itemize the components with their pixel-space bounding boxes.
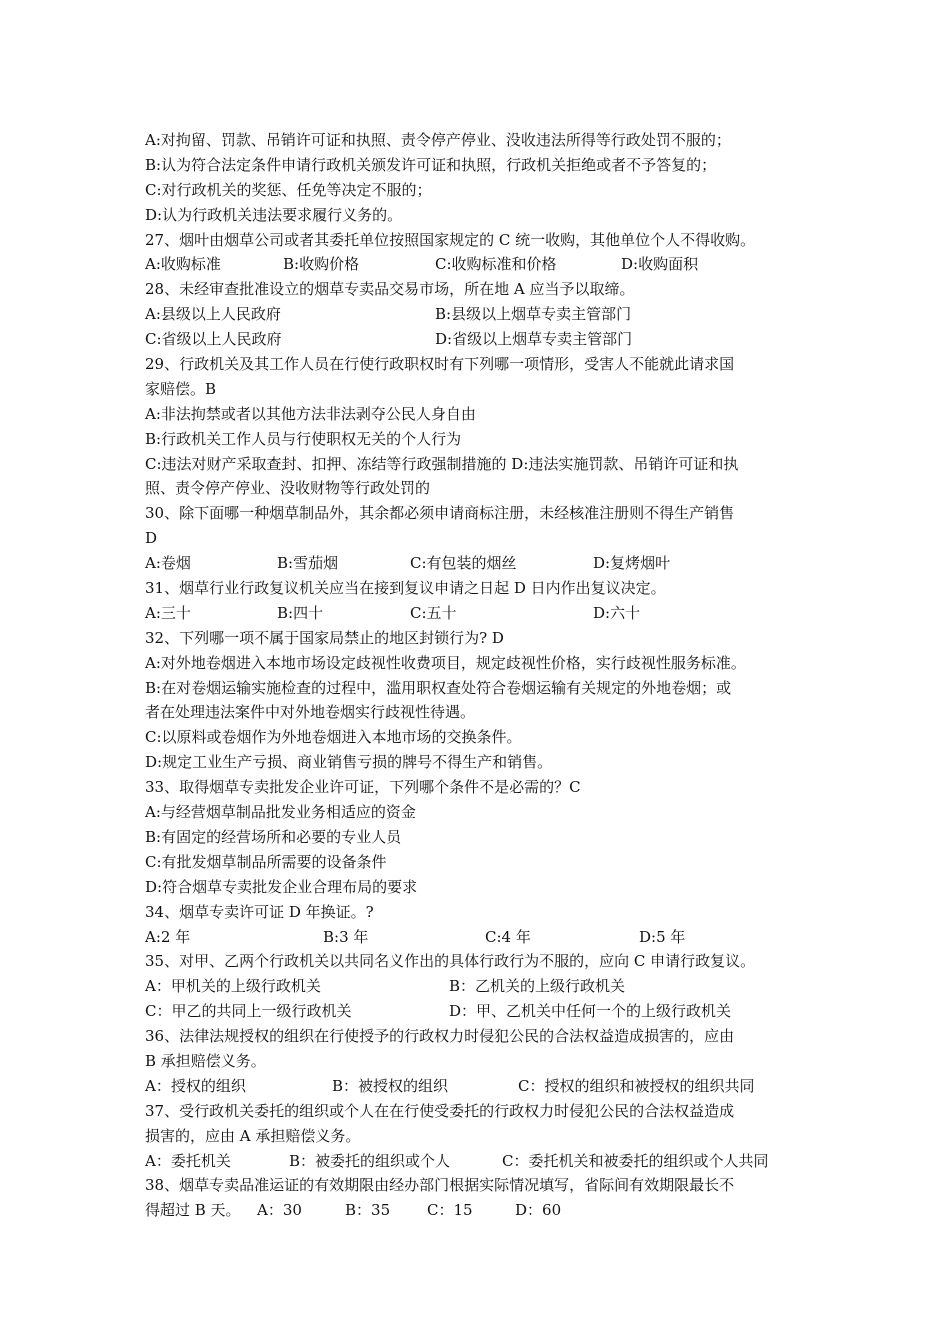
option-text: A:县级以上人民政府 [145,305,281,324]
text-line: B:在对卷烟运输实施检查的过程中，滥用职权查处符合卷烟运输有关规定的外地卷烟；或 [145,678,732,697]
option-text: A：30 [257,1201,302,1220]
option-text: B:县级以上烟草专卖主管部门 [435,305,632,324]
option-text: D：甲、乙机关中任何一个的上级行政机关 [449,1002,732,1021]
option-text: B:四十 [277,603,324,622]
text-line: D:符合烟草专卖批发企业合理布局的要求 [145,877,418,896]
text-line: D:认为行政机关违法要求履行义务的。 [145,205,403,224]
text-line [145,925,815,950]
option-text: B：35 [345,1201,391,1220]
text-line [145,252,815,277]
option-text: D:5 年 [639,927,686,946]
text-line [145,999,815,1024]
text-line [145,974,815,999]
text-line: 家赔偿。B [145,379,217,398]
text-line: B 承担赔偿义务。 [145,1051,266,1070]
text-line [145,551,815,576]
option-text: C：委托机关和被委托的组织或个人共同 [502,1151,769,1170]
option-text: B:3 年 [323,927,369,946]
option-text: 得超过 B 天。 [145,1201,241,1220]
option-text: A:收购标准 [145,255,221,274]
text-line: C:有批发烟草制品所需要的设备条件 [145,852,387,871]
text-line: D [145,529,158,548]
option-text: A:2 年 [145,927,191,946]
option-text: B：被委托的组织或个人 [289,1151,451,1170]
document-page [145,128,815,1223]
text-line: 31、烟草行业行政复议机关应当在接到复议申请之日起 D 日内作出复议决定。 [145,579,666,598]
option-text: D:省级以上烟草专卖主管部门 [435,330,633,349]
option-text: C：授权的组织和被授权的组织共同 [518,1076,755,1095]
text-line: 34、烟草专卖许可证 D 年换证。? [145,902,374,921]
text-line: 27、烟叶由烟草公司或者其委托单位按照国家规定的 C 统一收购，其他单位个人不得收购。 [145,230,756,249]
option-text: C:收购标准和价格 [435,255,557,274]
option-text: D:复烤烟叶 [593,554,671,573]
text-line: C:违法对财产采取查封、扣押、冻结等行政强制措施的 D:违法实施罚款、吊销许可证和执 [145,454,739,473]
option-text: C：15 [427,1201,473,1220]
text-line: 29、行政机关及其工作人员在行使行政职权时有下列哪一项情形，受害人不能就此请求国 [145,355,735,374]
option-text: D:收购面积 [621,255,699,274]
text-line [145,1074,815,1099]
text-line: A:与经营烟草制品批发业务相适应的资金 [145,803,416,822]
text-line: 37、受行政机关委托的组织或个人在在行使受委托的行政权力时侵犯公民的合法权益造成 [145,1101,735,1120]
text-line: D:规定工业生产亏损、商业销售亏损的牌号不得生产和销售。 [145,753,553,772]
text-line [145,1198,815,1223]
text-line: C:对行政机关的奖惩、任免等决定不服的； [145,180,432,199]
text-line: A:对拘留、罚款、吊销许可证和执照、责令停产停业、没收违法所得等行政处罚不服的； [145,131,731,149]
text-line: 32、下列哪一项不属于国家局禁止的地区封锁行为? D [145,628,504,647]
text-line [145,302,815,327]
text-line [145,1173,815,1198]
text-line: 损害的，应由 A 承担赔偿义务。 [145,1126,361,1145]
option-text: D：60 [515,1201,562,1220]
option-text: A：委托机关 [145,1151,231,1170]
text-line: 36、法律法规授权的组织在行使授予的行政权力时侵犯公民的合法权益造成损害的，应由 [145,1027,735,1046]
option-text: B：乙机关的上级行政机关 [449,977,626,996]
text-line: B:认为符合法定条件申请行政机关颁发许可证和执照，行政机关拒绝或者不予答复的； [145,155,717,174]
option-text: C：甲乙的共同上一级行政机关 [145,1002,352,1021]
text-line [145,601,815,626]
text-line: 33、取得烟草专卖批发企业许可证，下列哪个条件不是必需的？C [145,778,581,797]
text-line: 者在处理违法案件中对外地卷烟实行歧视性待遇。 [145,703,476,722]
option-text: B：被授权的组织 [332,1076,449,1095]
text-line: A:对外地卷烟进入本地市场设定歧视性收费项目，规定歧视性价格，实行歧视性服务标准。 [145,653,746,672]
option-text: A：授权的组织 [145,1076,246,1095]
option-text: A:卷烟 [145,554,191,573]
text-line: 照、责令停产停业、没收财物等行政处罚的 [145,479,431,498]
text-line: B:行政机关工作人员与行使职权无关的个人行为 [145,429,462,448]
option-text: D:六十 [593,603,641,622]
option-text: C:五十 [410,603,457,622]
text-line [145,327,815,352]
text-line [145,1149,815,1174]
text-line: A:非法拘禁或者以其他方法非法剥夺公民人身自由 [145,404,476,423]
option-text: C:省级以上人民政府 [145,330,282,349]
option-text: A:三十 [145,603,191,622]
option-text: C:有包装的烟丝 [410,554,517,573]
option-text: A：甲机关的上级行政机关 [145,977,321,996]
text-line: B:有固定的经营场所和必要的专业人员 [145,827,402,846]
option-text: C:4 年 [485,927,531,946]
option-text: 38、烟草专卖品准运证的有效期限由经办部门根据实际情况填写，省际间有效期限最长不 [145,1176,735,1195]
option-text: B:收购价格 [283,255,360,274]
text-line: C:以原料或卷烟作为外地卷烟进入本地市场的交换条件。 [145,728,522,747]
text-line: 30、除下面哪一种烟草制品外，其余都必须申请商标注册，未经核准注册则不得生产销售 [145,504,735,523]
option-text: B:雪茄烟 [277,554,339,573]
text-line: 35、对甲、乙两个行政机关以共同名义作出的具体行政行为不服的，应向 C 申请行政复议。 [145,952,756,971]
text-line: 28、未经审查批准设立的烟草专卖品交易市场，所在地 A 应当予以取缔。 [145,280,635,299]
